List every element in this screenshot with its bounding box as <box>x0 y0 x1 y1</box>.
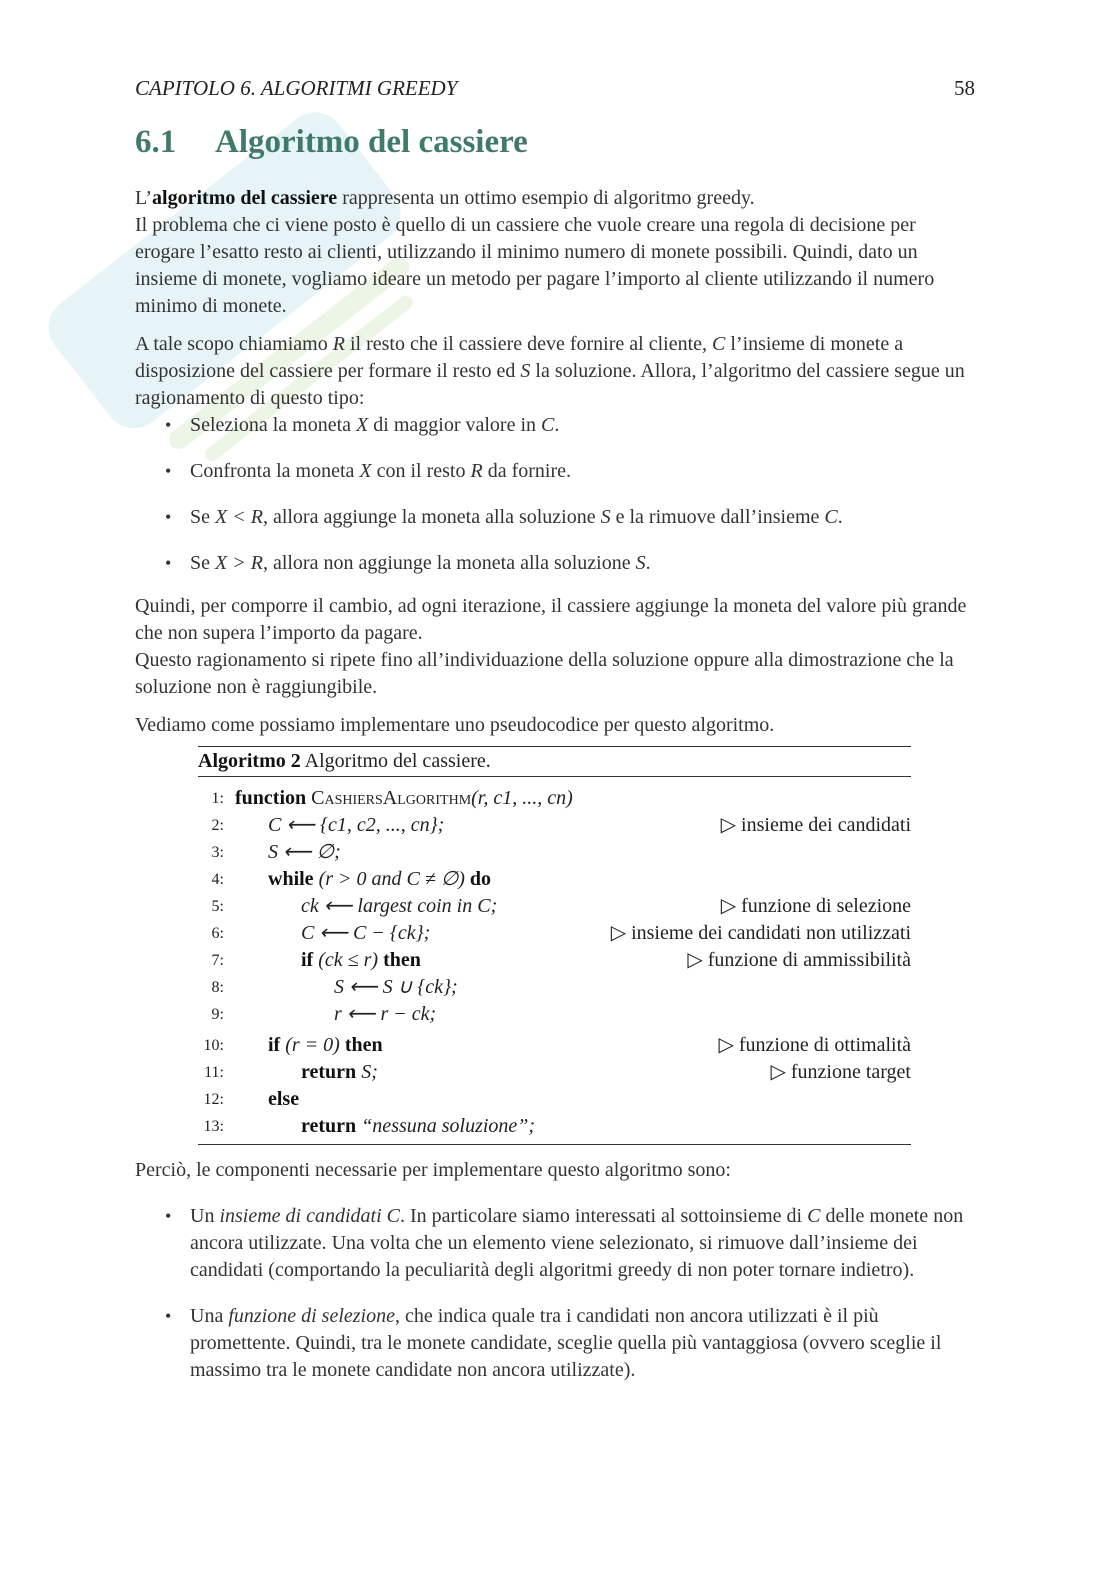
line-number: 5: <box>211 898 224 915</box>
line-code <box>301 1113 535 1140</box>
math-var: R <box>332 333 345 355</box>
keyword: while <box>268 868 314 890</box>
line-number: 2: <box>211 817 224 834</box>
code-expression: ck ⟵ largest coin in C; <box>301 895 498 917</box>
algorithm-line <box>198 974 911 1001</box>
line-number: 12: <box>203 1091 224 1108</box>
code-expression: (r = 0) <box>285 1034 340 1056</box>
line-comment: ▷ insieme dei candidati <box>720 814 911 836</box>
code-expression: S ⟵ ∅; <box>268 841 341 863</box>
math-var: S <box>635 552 646 574</box>
text-run: Confronta la moneta <box>190 460 360 482</box>
line-code <box>235 785 573 812</box>
list-item <box>135 412 975 439</box>
running-header <box>135 76 975 101</box>
text-run: delle monete non ancora utilizzate. Una volta che un elemento viene selezionato, si rimuove dall’insieme dei candidati (comportando la peculiarità degli algoritmi greedy di non poter tornare indietro). <box>190 1205 964 1281</box>
math-var: S <box>520 360 531 382</box>
keyword: return <box>301 1061 357 1083</box>
math-var: S <box>600 506 611 528</box>
text-run: , che indica quale tra i candidati non ancora utilizzati è il più promettente. Quindi, tra le monete candidate, sceglie quella più vantaggiosa (ovvero sceglie il massimo tra le monete candidate non ancora utilizzate). <box>190 1305 942 1381</box>
line-number: 3: <box>211 844 224 861</box>
keyword: then <box>383 949 421 971</box>
algorithm-caption-text: Algoritmo del cassiere. <box>304 750 491 772</box>
math-var: X <box>359 460 372 482</box>
text-run: Se <box>190 506 215 528</box>
line-code <box>268 812 444 839</box>
line-code <box>301 893 497 920</box>
section-number: 6.1 <box>135 124 177 160</box>
text-run: . <box>554 414 560 436</box>
code-expression: S ⟵ S ∪ {ck}; <box>334 976 458 998</box>
text-run: . In particolare siamo interessati al sottoinsieme di <box>400 1205 808 1227</box>
math-var: X > R <box>215 552 263 574</box>
algorithm-label: Algoritmo 2 <box>198 750 301 772</box>
algorithm-line <box>198 785 911 812</box>
line-code <box>301 920 430 947</box>
algorithm-line <box>198 812 911 839</box>
line-code <box>334 974 458 1001</box>
text-run: , allora non aggiunge la moneta alla soluzione <box>262 552 636 574</box>
page-number: 58 <box>954 76 975 100</box>
line-number: 13: <box>203 1118 224 1135</box>
text-run: Questo ragionamento si ripete fino all’individuazione della soluzione oppure alla dimostrazione che la soluzione non è raggiungibile. <box>135 649 954 698</box>
list-item <box>135 550 975 577</box>
keyword: else <box>268 1088 300 1110</box>
line-number: 1: <box>211 790 224 807</box>
list-item <box>135 458 975 485</box>
keyword: if <box>301 949 314 971</box>
components-list <box>135 1203 975 1384</box>
code-expression: (r, c1, ..., cn) <box>471 787 573 809</box>
algorithm-line <box>198 893 911 920</box>
line-code <box>268 1032 383 1059</box>
emphasis: insieme di candidati C <box>219 1205 400 1227</box>
code-expression: (ck ≤ r) <box>318 949 379 971</box>
algorithm-line <box>198 1032 911 1059</box>
text-run: Vediamo come possiamo implementare uno pseudocodice per questo algoritmo. <box>135 714 775 736</box>
setup-paragraph <box>135 331 975 412</box>
text-run: A tale scopo chiamiamo <box>135 333 333 355</box>
line-code <box>268 1086 299 1113</box>
math-var: X < R <box>215 506 263 528</box>
text-run: di maggior valore in <box>368 414 541 436</box>
text-run: Perciò, le componenti necessarie per implementare questo algoritmo sono: <box>135 1159 731 1181</box>
bold-term: algoritmo del cassiere <box>152 187 338 209</box>
math-var: C <box>712 333 726 355</box>
text-run: Seleziona la moneta <box>190 414 357 436</box>
text-run: . <box>837 506 843 528</box>
algorithm-box <box>198 746 911 1145</box>
algorithm-line <box>198 839 911 866</box>
math-var: R <box>470 460 483 482</box>
algorithm-line <box>198 1001 911 1028</box>
text-run: la soluzione. Allora, l’algoritmo del cassiere segue un ragionamento di questo tipo: <box>135 360 965 409</box>
line-number: 11: <box>204 1064 224 1081</box>
emphasis: funzione di selezione <box>228 1305 395 1327</box>
iteration-paragraph <box>135 593 975 701</box>
steps-list <box>135 412 975 577</box>
keyword: do <box>469 868 492 890</box>
line-number: 4: <box>211 871 224 888</box>
line-comment: ▷ insieme dei candidati non utilizzati <box>610 922 911 944</box>
line-code <box>268 839 341 866</box>
code-expression: C ⟵ {c1, c2, ..., cn}; <box>268 814 445 836</box>
keyword: function <box>235 787 307 809</box>
keyword: then <box>344 1034 383 1056</box>
keyword: if <box>268 1034 281 1056</box>
text-run: Se <box>190 552 215 574</box>
text-run: con il resto <box>371 460 471 482</box>
line-comment: ▷ funzione di selezione <box>720 895 911 917</box>
intro-paragraph <box>135 185 975 320</box>
algorithm-line <box>198 920 911 947</box>
text-run: Una <box>190 1305 229 1327</box>
code-expression: r ⟵ r − ck; <box>334 1003 437 1025</box>
algorithm-line <box>198 1086 911 1113</box>
code-expression: S; <box>361 1061 378 1083</box>
line-comment: ▷ funzione di ottimalità <box>718 1034 911 1056</box>
line-number: 9: <box>211 1006 224 1023</box>
algorithm-line <box>198 1059 911 1086</box>
keyword: return <box>301 1115 357 1137</box>
line-comment: ▷ funzione target <box>770 1061 911 1083</box>
chapter-title: CAPITOLO 6. ALGORITMI GREEDY <box>135 76 458 100</box>
components-intro <box>135 1157 975 1184</box>
algorithm-caption <box>198 747 911 777</box>
line-code <box>301 947 421 974</box>
text-run: e la rimuove dall’insieme <box>610 506 825 528</box>
intro-body: Il problema che ci viene posto è quello di un cassiere che vuole creare una regola di decisione per erogare l’esatto resto ai clienti, utilizzando il minimo numero di monete possibili. Quindi, dato un insieme di monete, vogliamo ideare un metodo per pagare l’importo al cliente utilizzando il numero minimo di monete. <box>135 214 935 317</box>
text-run: da fornire. <box>482 460 572 482</box>
algorithm-line <box>198 866 911 893</box>
section-heading <box>135 124 528 161</box>
algorithm-lines <box>198 777 911 1144</box>
code-expression: (r > 0 and C ≠ ∅) <box>318 868 465 890</box>
line-number: 8: <box>211 979 224 996</box>
math-var: C <box>807 1205 821 1227</box>
pseudocode-intro <box>135 712 975 739</box>
math-var: C <box>824 506 838 528</box>
list-item <box>135 1303 975 1384</box>
text-run: il resto che il cassiere deve fornire al cliente, <box>344 333 713 355</box>
algorithm-line <box>198 947 911 974</box>
code-expression: “nessuna soluzione”; <box>361 1115 536 1137</box>
text-run: L’ <box>135 187 153 209</box>
text-run: , allora aggiunge la moneta alla soluzione <box>262 506 601 528</box>
list-item <box>135 504 975 531</box>
line-number: 10: <box>203 1037 224 1054</box>
line-number: 6: <box>211 925 224 942</box>
math-var: C <box>541 414 555 436</box>
text-run: Un <box>190 1205 220 1227</box>
line-number: 7: <box>211 952 224 969</box>
procedure-name: CashiersAlgorithm <box>311 787 472 809</box>
line-code <box>268 866 491 893</box>
line-code <box>301 1059 378 1086</box>
text-run: Quindi, per comporre il cambio, ad ogni iterazione, il cassiere aggiunge la moneta del valore più grande che non supera l’importo da pagare. <box>135 595 967 644</box>
text-run: rappresenta un ottimo esempio di algoritmo greedy. <box>337 187 755 209</box>
text-run: l’insieme di monete a disposizione del cassiere per formare il resto ed <box>135 333 904 382</box>
math-var: X <box>356 414 369 436</box>
algorithm-line <box>198 1113 911 1140</box>
text-run: . <box>645 552 651 574</box>
line-comment: ▷ funzione di ammissibilità <box>687 949 911 971</box>
line-code <box>334 1001 436 1028</box>
list-item <box>135 1203 975 1284</box>
code-expression: C ⟵ C − {ck}; <box>301 922 431 944</box>
section-title: Algoritmo del cassiere <box>215 124 528 160</box>
